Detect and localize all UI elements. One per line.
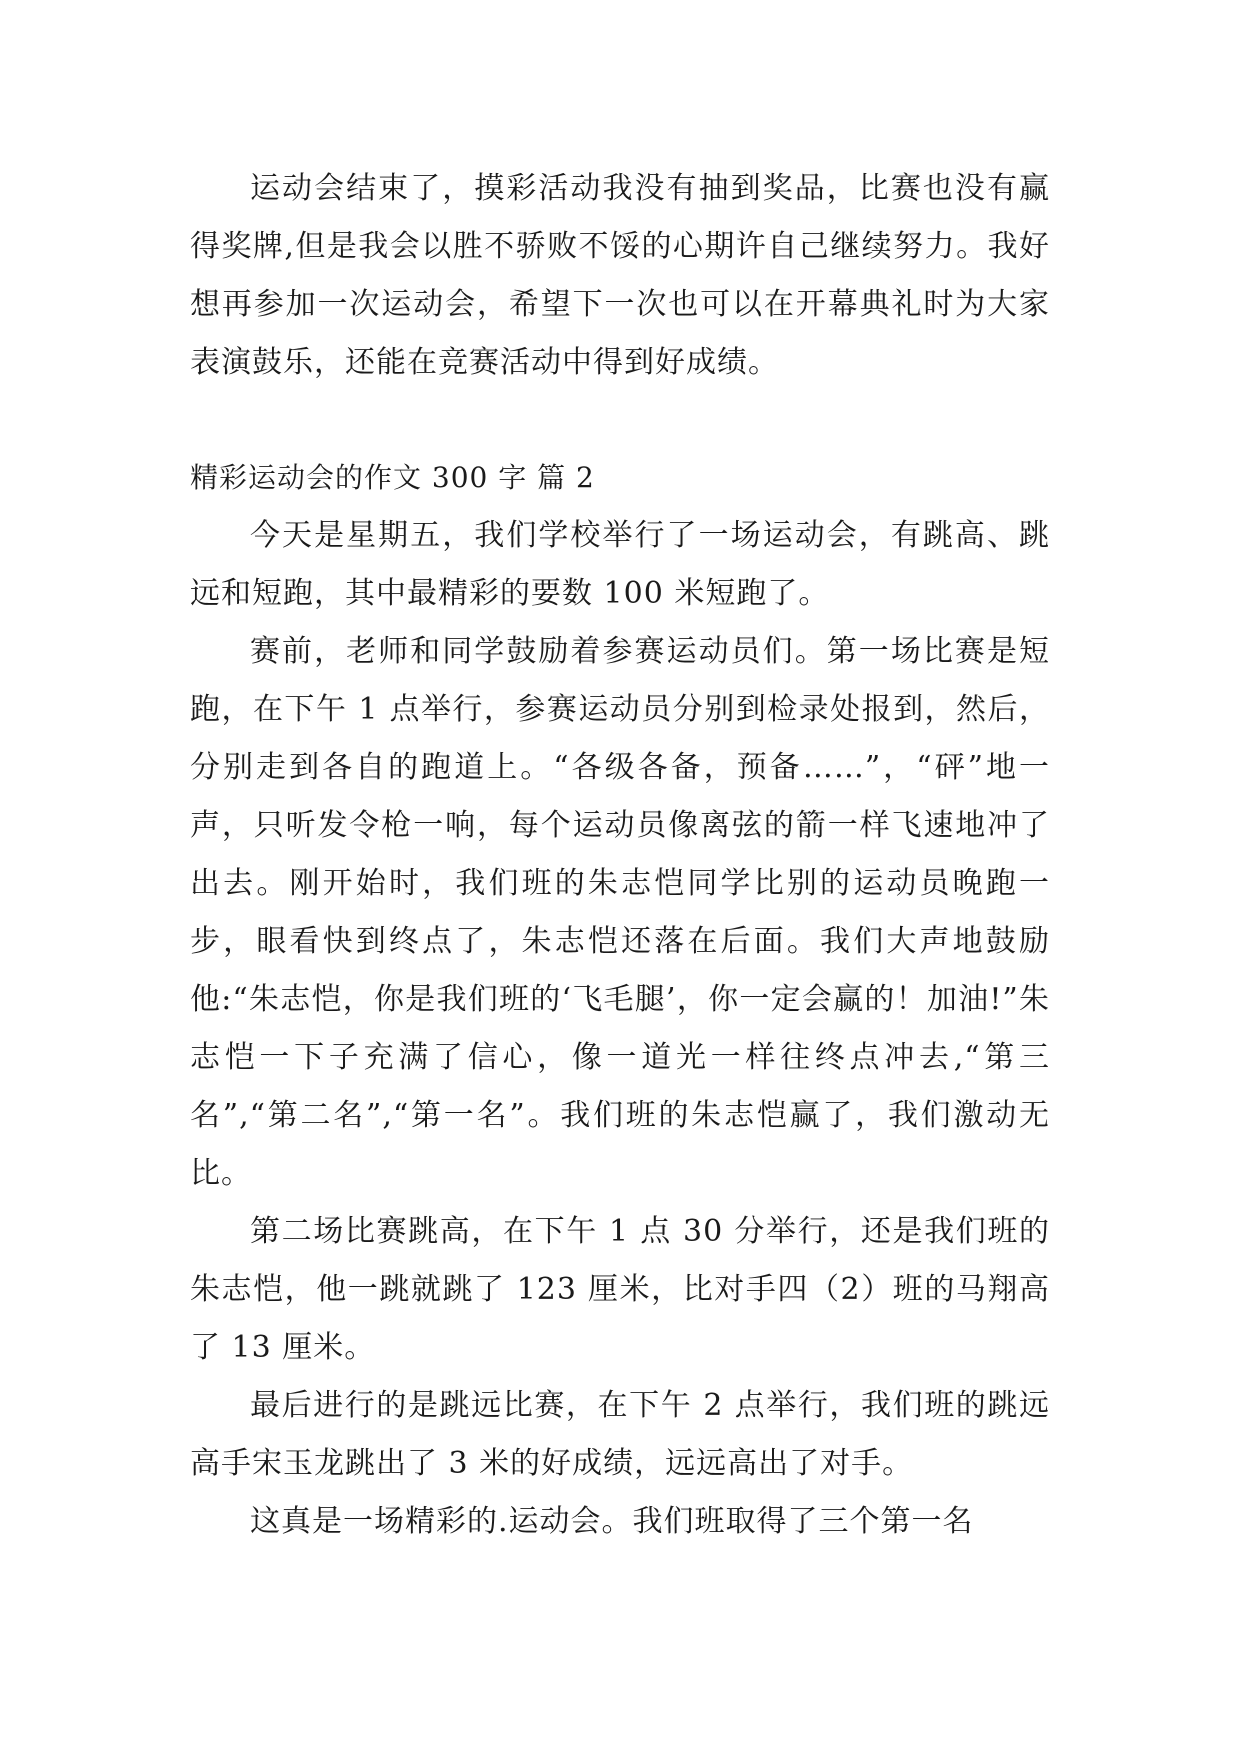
paragraph-long-jump: 最后进行的是跳远比赛，在下午 2 点举行，我们班的跳远高手宋玉龙跳出了 3 米的好成绩，远远高出了对手。: [190, 1388, 1050, 1481]
paragraph-conclusion: 这真是一场精彩的.运动会。我们班取得了三个第一名: [250, 1504, 974, 1539]
section-heading: 精彩运动会的作文 300 字 篇 2: [190, 461, 595, 494]
paragraph-intro: 今天是星期五，我们学校举行了一场运动会，有跳高、跳远和短跑，其中最精彩的要数 100 米短跑了。: [190, 518, 1050, 611]
paragraph-ending: 运动会结束了，摸彩活动我没有抽到奖品，比赛也没有赢得奖牌,但是我会以胜不骄败不馁的心期许自己继续努力。我好想再参加一次运动会，希望下一次也可以在开幕典礼时为大家表演鼓乐，还能在竞赛活动中得到好成绩。: [190, 171, 1050, 380]
paragraph-high-jump: 第二场比赛跳高，在下午 1 点 30 分举行，还是我们班的朱志恺，他一跳就跳了 123 厘米，比对手四（2）班的马翔高了 13 厘米。: [190, 1214, 1050, 1365]
document-body: [190, 160, 1050, 1551]
paragraph-sprint: 赛前，老师和同学鼓励着参赛运动员们。第一场比赛是短跑，在下午 1 点举行，参赛运动员分别到检录处报到，然后，分别走到各自的跑道上。“各级各备，预备……”，“砰”地一声，只听发令枪一响，每个运动员像离弦的箭一样飞速地冲了出去。刚开始时，我们班的朱志恺同学比别的运动员晚跑一步，眼看快到终点了，朱志恺还落在后面。我们大声地鼓励他:“朱志恺，你是我们班的‘飞毛腿’，你一定会赢的！加油!”朱志恺一下子充满了信心，像一道光一样往终点冲去,“第三名”,“第二名”,“第一名”。我们班的朱志恺赢了，我们激动无比。: [190, 634, 1050, 1191]
